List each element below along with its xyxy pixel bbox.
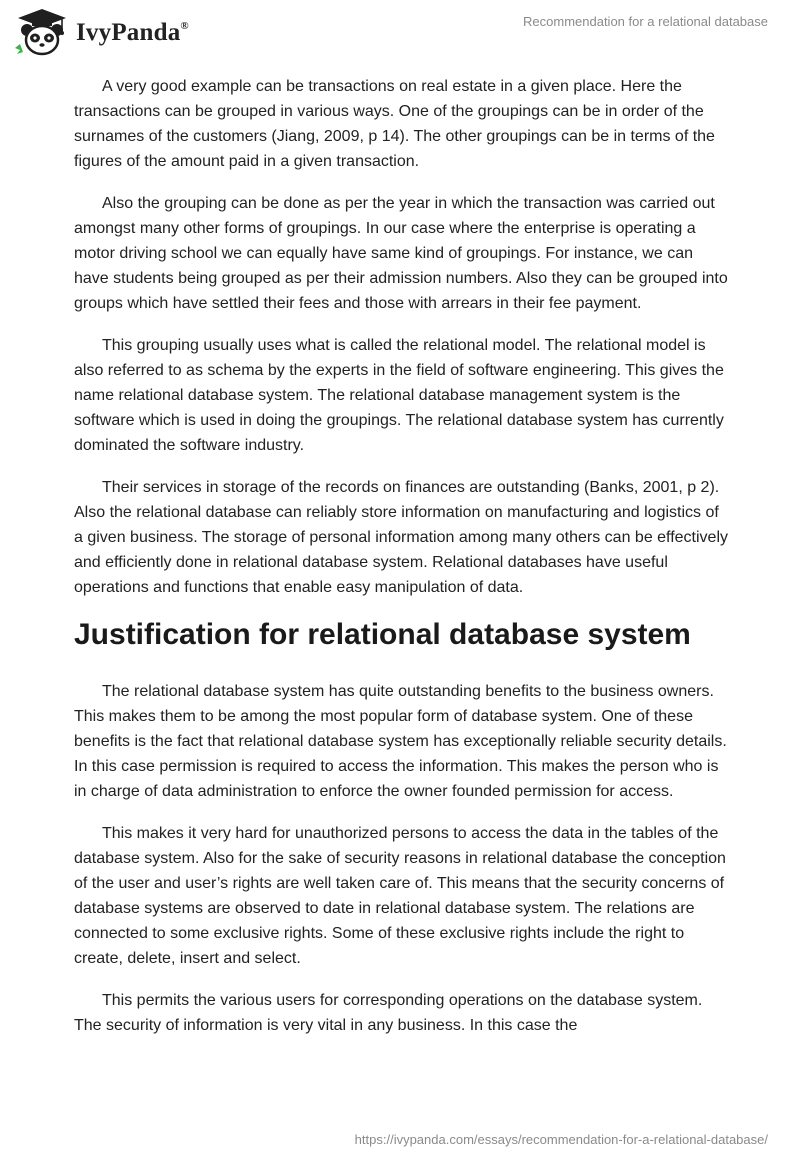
paragraph: Also the grouping can be done as per the year in which the transaction was carried out amongst many other forms of groupings. In our case where the enterprise is operating a motor driving school we can equally have same kind of groupings. For instance, we can have students being grouped as per their admission numbers. Also they can be grouped into groups which have settled their fees and those with arrears in their fee payment. <box>74 195 728 312</box>
paragraph: This permits the various users for corresponding operations on the database system. The security of information is very vital in any business. In this case the <box>74 992 703 1034</box>
ivypanda-logo[interactable] <box>14 8 189 56</box>
paragraph: The relational database system has quite outstanding benefits to the business owners. This makes them to be among the most popular form of database system. One of these benefits is the fact that relational database system has exceptionally reliable security details. In this case permission is required to access the information. This makes the person who is in charge of data administration to enforce the owner founded permission for access. <box>74 683 727 800</box>
paragraph: Their services in storage of the records on finances are outstanding (Banks, 2001, p 2). Also the relational database can reliably store information on manufacturing and logistics of a given business. The storage of personal information among many others can be effectively and efficiently done in relational database system. Relational databases have useful operations and functions that enable easy manipulation of data. <box>74 479 729 596</box>
source-url-link[interactable]: https://ivypanda.com/essays/recommendation-for-a-relational-database/ <box>354 1132 768 1147</box>
registered-mark: ® <box>180 19 189 32</box>
page-header <box>0 0 800 70</box>
essay-content <box>74 74 728 1055</box>
paragraph: This grouping usually uses what is called the relational model. The relational model is also referred to as schema by the experts in the field of software engineering. This gives the name relational database system. The relational database management system is the software which is used in doing the groupings. The relational database system has currently dominated the software industry. <box>74 337 724 454</box>
panda-graduate-icon <box>14 8 70 56</box>
paragraph: A very good example can be transactions on real estate in a given place. Here the transactions can be grouped in various ways. One of the groupings can be in order of the surnames of the customers (Jiang, 2009, p 14). The other groupings can be in terms of the figures of the amount paid in a given transaction. <box>74 78 715 170</box>
brand-name: IvyPanda® <box>76 19 189 46</box>
section-heading: Justification for relational database system <box>74 618 691 651</box>
paragraph: This makes it very hard for unauthorized persons to access the data in the tables of the database system. Also for the sake of security reasons in relational database the conception of the user and user’s rights are well taken care of. This means that the security concerns of database systems are observed to date in relational database system. The relations are connected to some exclusive rights. Some of these exclusive rights include the right to create, delete, insert and select. <box>74 825 726 967</box>
document-title: Recommendation for a relational database <box>523 14 768 29</box>
